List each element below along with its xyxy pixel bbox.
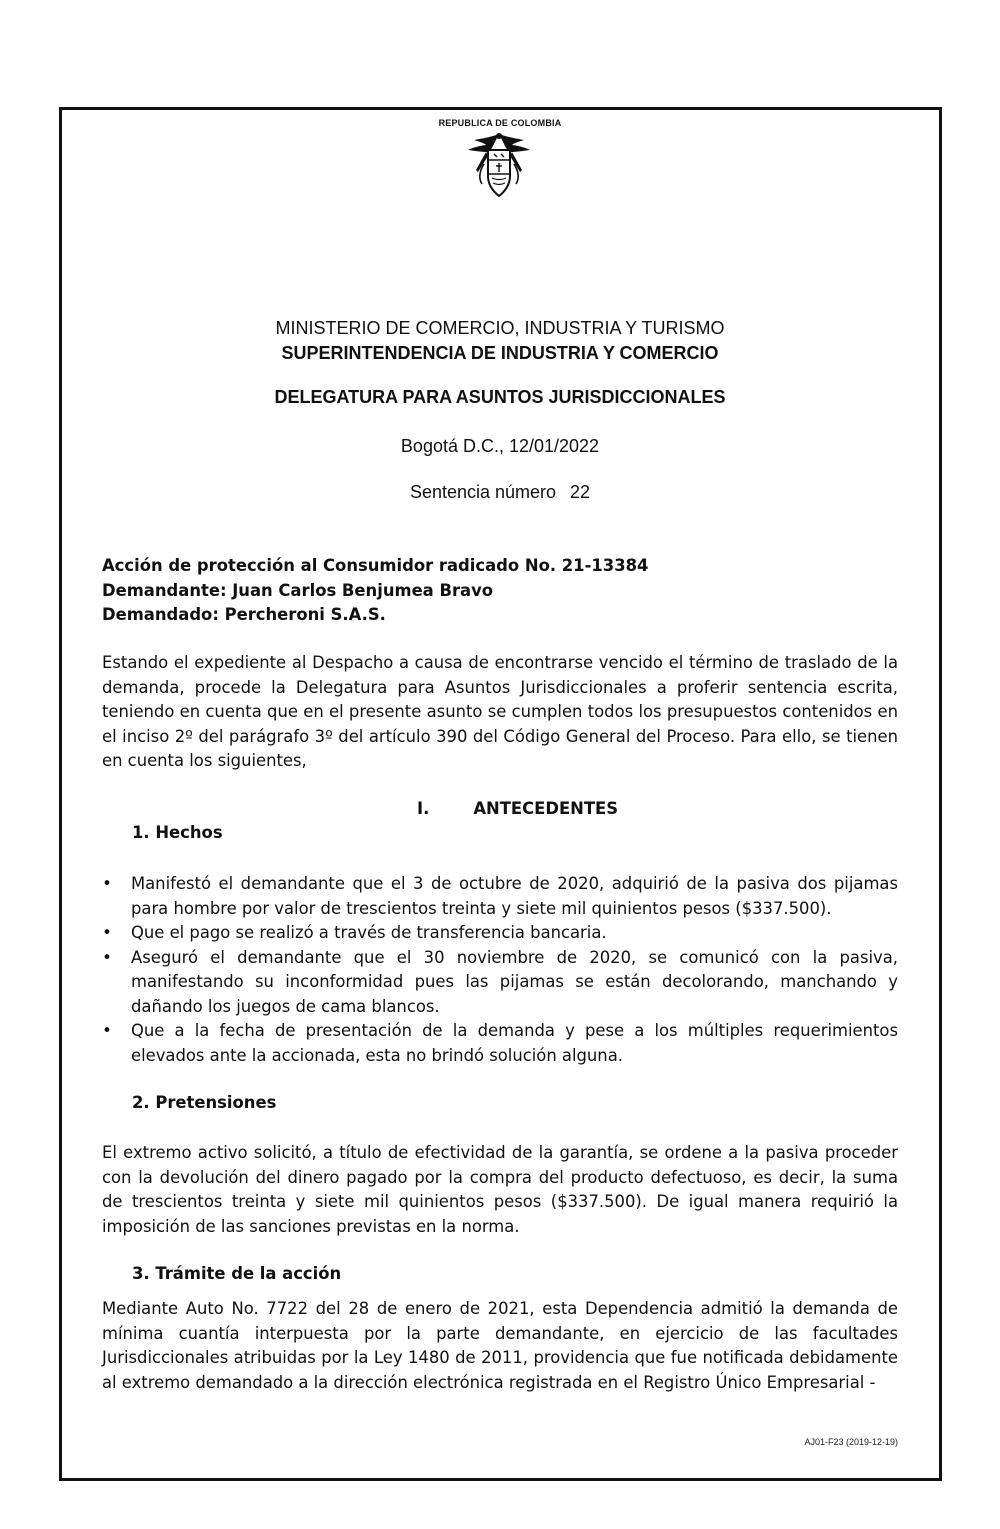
section-title: ANTECEDENTES — [473, 799, 619, 818]
case-action: Acción de protección al Consumidor radicado No. 21-13384 — [102, 556, 649, 575]
date-line: Bogotá D.C., 12/01/2022 — [400, 436, 600, 456]
tramite-paragraph: Mediante Auto No. 7722 del 28 de enero de 2021, esta Dependencia admitió la demanda de mínima cuantía interpuesta por la parte demandante, en ejercicio de las facultades Jurisdiccionales atribuidas por la Ley 1480 de 2011, providencia que fue notificada debidamente al extremo demandado a la dirección electrónica registrada en el Registro Único Empresarial - — [102, 1299, 898, 1392]
intro-paragraph: Estando el expediente al Despacho a causa de encontrarse vencido el término de traslado de la demanda, procede la Delegatura para Asuntos Jurisdiccionales a proferir sentencia escrita, teniendo en cuenta que en el presente asunto se cumplen todos los presupuestos contenidos en el inciso 2º del parágrafo 3º del artículo 390 del Código General del Proceso. Para ello, se tienen en cuenta los siguientes, — [102, 653, 898, 770]
form-code: AJ01-F23 (2019-12-19) — [804, 1437, 898, 1447]
ministry-title: MINISTERIO DE COMERCIO, INDUSTRIA Y TURISMO — [275, 318, 725, 338]
pretensiones-paragraph: El extremo activo solicitó, a título de efectividad de la garantía, se ordene a la pasiva proceder con la devolución del dinero pagado por la compra del producto defectuoso, es decir, la suma de trescientos treinta y siete mil quinientos pesos ($337.500). De igual manera requirió la imposición de las sanciones previstas en la norma. — [102, 1143, 898, 1236]
section-heading — [417, 799, 618, 818]
case-plaintiff: Demandante: Juan Carlos Benjumea Bravo — [102, 580, 494, 600]
bullet-dot-icon: • — [102, 874, 112, 893]
bullet-dot-icon: • — [102, 923, 112, 942]
list-item — [102, 921, 898, 946]
subsection-heading-tramite: 3. Trámite de la acción — [132, 1264, 342, 1283]
superintendence-title: SUPERINTENDENCIA DE INDUSTRIA Y COMERCIO — [281, 343, 719, 363]
list-item-text: Que a la fecha de presentación de la demanda y pese a los múltiples requerimientos elevados ante la accionada, esta no brindó solución alguna. — [131, 1021, 898, 1065]
list-item — [102, 1019, 898, 1068]
subsection-heading-pretensiones: 2. Pretensiones — [132, 1093, 277, 1112]
list-item — [102, 872, 898, 921]
hechos-list — [102, 872, 898, 1068]
list-item-text: Que el pago se realizó a través de transferencia bancaria. — [131, 923, 607, 942]
subsection-heading-hechos: 1. Hechos — [132, 823, 223, 842]
bullet-dot-icon: • — [102, 1021, 112, 1040]
list-item-text: Manifestó el demandante que el 3 de octubre de 2020, adquirió de la pasiva dos pijamas para hombre por valor de trescientos treinta y siete mil quinientos pesos ($337.500). — [131, 874, 898, 918]
case-info — [102, 554, 898, 628]
list-item-text: Aseguró el demandante que el 30 noviembre de 2020, se comunicó con la pasiva, manifestando su inconformidad pues las pijamas se están decolorando, manchando y dañando los juegos de cama blancos. — [131, 947, 898, 1016]
list-item — [102, 946, 898, 1020]
country-label: REPUBLICA DE COLOMBIA — [438, 118, 562, 128]
sentence-label: Sentencia número — [409, 482, 557, 502]
coat-of-arms-icon — [466, 130, 532, 200]
case-defendant: Demandado: Percheroni S.A.S. — [102, 605, 386, 624]
section-numeral: I. — [417, 799, 430, 818]
sentence-line — [0, 482, 1000, 503]
bullet-dot-icon: • — [102, 947, 112, 967]
delegation-title: DELEGATURA PARA ASUNTOS JURISDICCIONALES — [274, 387, 726, 407]
sentence-number: 22 — [570, 482, 591, 502]
